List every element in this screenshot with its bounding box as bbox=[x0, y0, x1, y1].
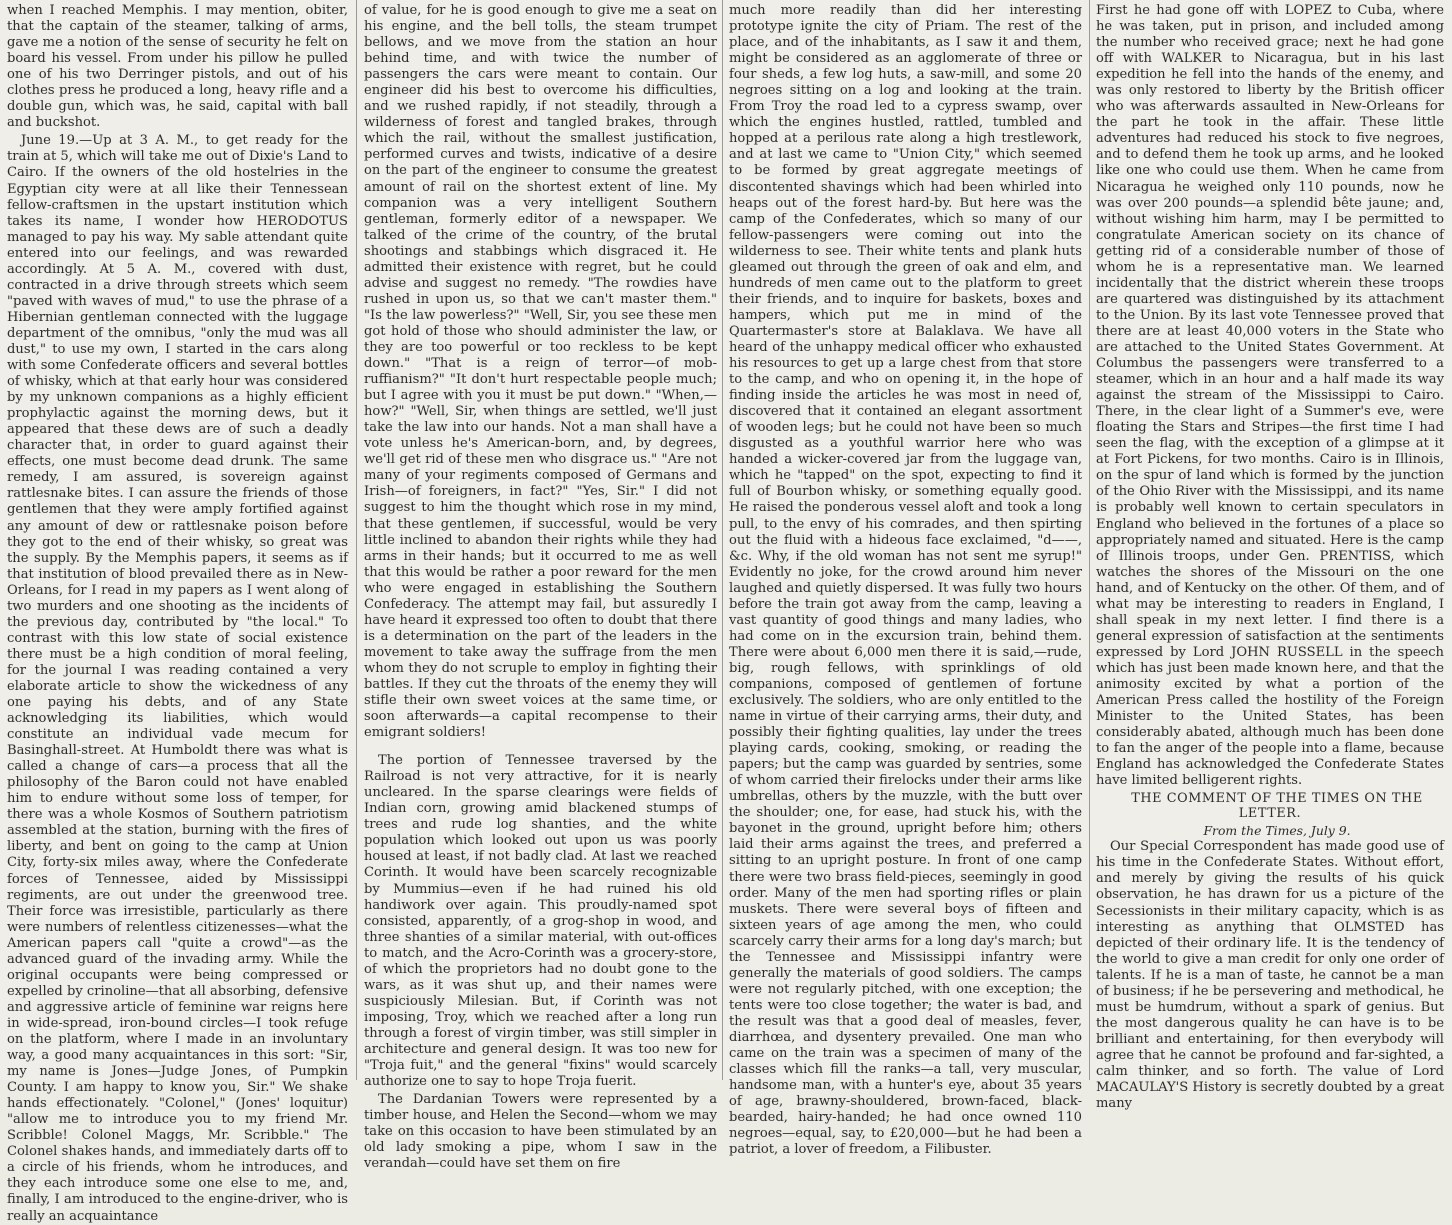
section-headline: THE COMMENT OF THE TIMES ON THE LETTER. bbox=[1131, 791, 1423, 822]
column-rule bbox=[356, 0, 357, 1080]
paragraph: Our Special Correspondent has made good use of his time in the Confederate States. Without effort, and merely by giving the results of his quick observation, he has drawn for us a picture of the Secessionists in their military capacity, which is as interesting as anything that OLMSTED has depicted of their ordinary life. It is the tendency of the world to give a man credit for only one order of talents. If he is a man of taste, he cannot be a man of business; if he be persevering and methodical, he must be humdrum, without a spark of genius. But the most dangerous quality he can have is to be brilliant and entertaining, for then everybody will agree that he cannot be profound and far-sighted, a calm thinker, and so forth. The value of Lord MACAULAY'S History is secretly doubted by a great many bbox=[1096, 839, 1444, 1112]
paragraph: much more readily than did her interesting prototype ignite the city of Priam. The rest of the place, and of the inhabitants, as I saw it and them, might be considered as an agglomerate of three or four sheds, a few log huts, a saw-mill, and some 20 negroes sitting on a log and looking at the train. From Troy the road led to a cypress swamp, over which the engines hustled, rattled, tumbled and hopped at a perilous rate along a high trestlework, and at last we came to "Union City," which seemed to be formed by great aggregate meetings of discontented shavings which had been whirled into heaps out of the forest hard-by. But here was the camp of the Confederates, which so many of our fellow-passengers were coming out into the wilderness to see. Their white tents and plank huts gleamed out through the green of oak and elm, and hundreds of men came out to the platform to greet their friends, and to inquire for baskets, boxes and hampers, which put me in mind of the Quartermaster's store at Balaklava. We have all heard of the unhappy medical officer who exhausted his resources to get up a large chest from that store to the camp, and who on opening it, in the hope of finding inside the articles he was most in need of, discovered that it contained an elegant assortment of wooden legs; but he could not have been so much disgusted as a youthful warrior here who was handed a wicker-covered jar from the luggage van, which he "tapped" on the spot, expecting to find it full of Bourbon whisky, or something equally good. He raised the ponderous vessel aloft and took a long pull, to the envy of his comrades, and then spirting out the fluid with a hideous face exclaimed, "d——, &c. Why, if the old woman has not sent me syrup!" Evidently no joke, for the crowd around him never laughed and quietly dispersed. It was fully two hours before the train got away from the camp, leaving a vast quantity of good things and many ladies, who had come on in the excursion train, behind them. There were about 6,000 men there it is said,—rude, big, rough fellows, with sprinklings of old companions, composed of gentlemen of fortune exclusively. The soldiers, who are only entitled to the name in virtue of their carrying arms, their duty, and possibly their fighting qualities, lay under the trees playing cards, cooking, smoking, or reading the papers; but the camp was guarded by sentries, some of whom carried their firelocks under their arms like umbrellas, others by the muzzle, with the butt over the shoulder; one, for ease, had stuck his, with the bayonet in the ground, upright before him; others laid their arms against the trees, and preferred a sitting to an upright posture. In front of one camp there were two brass field-pieces, seemingly in good order. Many of the men had sporting rifles or plain muskets. There were several boys of fifteen and sixteen years of age among the men, who could scarcely carry their arms for a long day's march; but the Tennessee and Mississippi infantry were generally the materials of good soldiers. The camps were not regularly pitched, with one exception; the tents were too close together; the water is bad, and the result was that a good deal of measles, fever, diarrhœa, and dysentery prevailed. One man who came on the train was a specimen of many of the classes which fill the ranks—a tall, very muscular, handsome man, with a hunter's eye, about 35 years of age, brawny-shouldered, brown-faced, black-bearded, hairy-handed; he had once owned 110 negroes—equal, say, to £20,000—but he had been a patriot, a lover of freedom, a Filibuster. bbox=[729, 3, 1082, 1158]
paragraph: The portion of Tennessee traversed by the Railroad is not very attractive, for it is nearly uncleared. In the sparse clearings were fields of Indian corn, growing amid blackened stumps of trees and rude log shanties, and the white population which looked out upon us was poorly housed at least, if not badly clad. At last we reached Corinth. It would have been scarcely recognizable by Mummius—even if he had ruined his old handiwork over again. This proudly-named spot consisted, apparently, of a grog-shop in wood, and three shanties of a similar material, with out-offices to match, and the Acro-Corinth was a grocery-store, of which the proprietors had no doubt gone to the wars, as it was shut up, and their names were suspiciously Milesian. But, if Corinth was not imposing, Troy, which we reached after a long run through a forest of virgin timber, was still simpler in architecture and general design. It was too new for "Troja fuit," and the general "fixins" would scarcely authorize one to say to hope Troja fuerit. bbox=[364, 753, 717, 1090]
paragraph: June 19.—Up at 3 A. M., to get ready for the train at 5, which will take me out of Dixie's Land to Cairo. If the owners of the old hostelries in the Egyptian city were at all like their Tennessean fellow-craftsmen in the upstart institution which takes its name, I wonder how HERODOTUS managed to pay his way. My sable attendant quite entered into our feelings, and was rewarded accordingly. At 5 A. M., covered with dust, contracted in a drive through streets which seem "paved with waves of mud," to use the phrase of a Hibernian gentleman connected with the luggage department of the omnibus, "only the mud was all dust," to use my own, I started in the cars along with some Confederate officers and several bottles of whisky, which at that early hour was considered by my unknown companions as a highly efficient prophylactic against the morning dews, but it appeared that these dews are of such a deadly character that, in order to guard against their effects, one must become dead drunk. The same remedy, I am assured, is sovereign against rattlesnake bites. I can assure the friends of those gentlemen that they were amply fortified against any amount of dew or rattlesnake poison before they got to the end of their whisky, so great was the supply. By the Memphis papers, it seems as if that institution of blood prevailed there as in New-Orleans, for I read in my papers as I went along of two murders and one shooting as the incidents of the previous day, contributed by "the local." To contrast with this low state of social existence there must be a high condition of moral feeling, for the journal I was reading contained a very elaborate article to show the wickedness of any one paying his debts, and of any State acknowledging its liabilities, which would constitute an individual vade mecum for Basinghall-street. At Humboldt there was what is called a change of cars—a process that all the philosophy of the Baron could not have enabled him to endure without some loss of temper, for there was a whole Kosmos of Southern patriotism assembled at the station, burning with the fires of liberty, and bent on going to the camp at Union City, forty-six miles away, where the Confederate forces of Tennessee, aided by Mississippi regiments, are out under the greenwood tree. Their force was irresistible, particularly as there were numbers of relentless citizenesses—what the American papers call "quite a crowd"—as the advanced guard of the invading army. While the original occupants were being compressed or expelled by crinoline—that all absorbing, defensive and aggressive article of feminine war reigns here in wide-spread, iron-bound circles—I took refuge on the platform, where I made in an involuntary way, a good many acquaintances in this sort: "Sir, my name is Jones—Judge Jones, of Pumpkin County. I am happy to know you, Sir." We shake hands effectionately. "Colonel," (Jones' loquitur) "allow me to introduce you to my friend Mr. Scribble! Colonel Maggs, Mr. Scribble." The Colonel shakes hands, and immediately darts off to a circle of his friends, whom he introduces, and they each introduce some one else to me, and, finally, I am introduced to the engine-driver, who is really an acquaintance bbox=[7, 133, 348, 1224]
text-column-3 bbox=[729, 3, 1082, 1158]
text-column-4 bbox=[1096, 3, 1444, 1112]
paragraph: The Dardanian Towers were represented by a timber house, and Helen the Second—whom we may take on this occasion to have been stimulated by an old lady smoking a pipe, whom I saw in the verandah—could have set them on fire bbox=[364, 1092, 717, 1172]
column-rule bbox=[1089, 0, 1090, 1080]
paragraph: when I reached Memphis. I may mention, obiter, that the captain of the steamer, talking of arms, gave me a notion of the sense of security he felt on board his vessel. From under his pillow he pulled one of his two Derringer pistols, and out of his clothes press he produced a long, heavy rifle and a double gun, which was, he said, capital with ball and buckshot. bbox=[7, 3, 348, 131]
column-rule bbox=[722, 0, 723, 1080]
dateline: From the Times, July 9. bbox=[1203, 823, 1351, 839]
paragraph: of value, for he is good enough to give me a seat on his engine, and the bell tolls, the steam trumpet bellows, and we move from the station an hour behind time, and with twice the number of passengers the cars were meant to contain. Our engineer did his best to overcome his difficulties, and we rushed rapidly, if not steadily, through a wilderness of forest and tangled brakes, through which the rail, without the smallest justification, performed curves and twists, indicative of a desire on the part of the engineer to consume the greatest amount of rail on the shortest extent of line. My companion was a very intelligent Southern gentleman, formerly editor of a newspaper. We talked of the crime of the country, of the brutal shootings and stabbings which disgraced it. He admitted their existence with regret, but he could advise and suggest no remedy. "The rowdies have rushed in upon us, so that we can't master them." "Is the law powerless?" "Well, Sir, you see these men got hold of those who should administer the law, or they are too powerful or too reckless to be kept down." "That is a reign of terror—of mob-ruffianism?" "It don't hurt respectable people much; but I agree with you it must be put down." "When,—how?" "Well, Sir, when things are settled, we'll just take the law into our hands. Not a man shall have a vote unless he's American-born, and, by degrees, we'll get rid of these men who disgrace us." "Are not many of your regiments composed of Germans and Irish—of foreigners, in fact?" "Yes, Sir." I did not suggest to him the thought which rose in my mind, that these gentlemen, if successful, would be very little inclined to abandon their rights while they had arms in their hands; but it occurred to me as well that this would be rather a poor reward for the men who were engaged in establishing the Southern Confederacy. The attempt may fail, but assuredly I have heard it expressed too often to doubt that there is a determination on the part of the leaders in the movement to take away the suffrage from the men whom they do not scruple to employ in fighting their battles. If they cut the throats of the enemy they will stifle their own sweet voices at the same time, or soon afterwards—a capital recompense to their emigrant soldiers! bbox=[364, 3, 717, 741]
text-column-1 bbox=[7, 3, 348, 1224]
paragraph: First he had gone off with LOPEZ to Cuba, where he was taken, put in prison, and included among the number who received grace; next he had gone off with WALKER to Nicaragua, but in his last expedition he fell into the hands of the enemy, and was only restored to liberty by the British officer who was afterwards assaulted in New-Orleans for the part he took in the affair. These little adventures had reduced his stock to five negroes, and to defend them he took up arms, and he looked like one who could use them. When he came from Nicaragua he weighed only 110 pounds, now he was over 200 pounds—a splendid bête jaune; and, without wishing him harm, may I be permitted to congratulate American society on its chance of getting rid of a considerable number of those of whom he is a representative man. We learned incidentally that the district wherein these troops are quartered was distinguished by its attachment to the Union. By its last vote Tennessee proved that there are at least 40,000 voters in the State who are attached to the United States Government. At Columbus the passengers were transferred to a steamer, which in an hour and a half made its way against the stream of the Mississippi to Cairo. There, in the clear light of a Summer's eve, were floating the Stars and Stripes—the first time I had seen the flag, with the exception of a glimpse at it at Fort Pickens, for two months. Cairo is in Illinois, on the spur of land which is formed by the junction of the Ohio River with the Mississippi, and its name is probably well known to certain speculators in England who believed in the fortunes of a place so appropriately named and situated. Here is the camp of Illinois troops, under Gen. PRENTISS, which watches the shores of the Missouri on the one hand, and of Kentucky on the other. Of them, and of what may be interesting to readers in England, I shall speak in my next letter. I find there is a general expression of satisfaction at the sentiments expressed by Lord JOHN RUSSELL in the speech which has just been made known here, and that the animosity excited by what a portion of the American Press called the hostility of the Foreign Minister to the United States, has been considerably abated, although much has been done to fan the anger of the people into a flame, because England has acknowledged the Confederate States have limited belligerent rights. bbox=[1096, 3, 1444, 789]
text-column-2 bbox=[364, 3, 717, 1172]
